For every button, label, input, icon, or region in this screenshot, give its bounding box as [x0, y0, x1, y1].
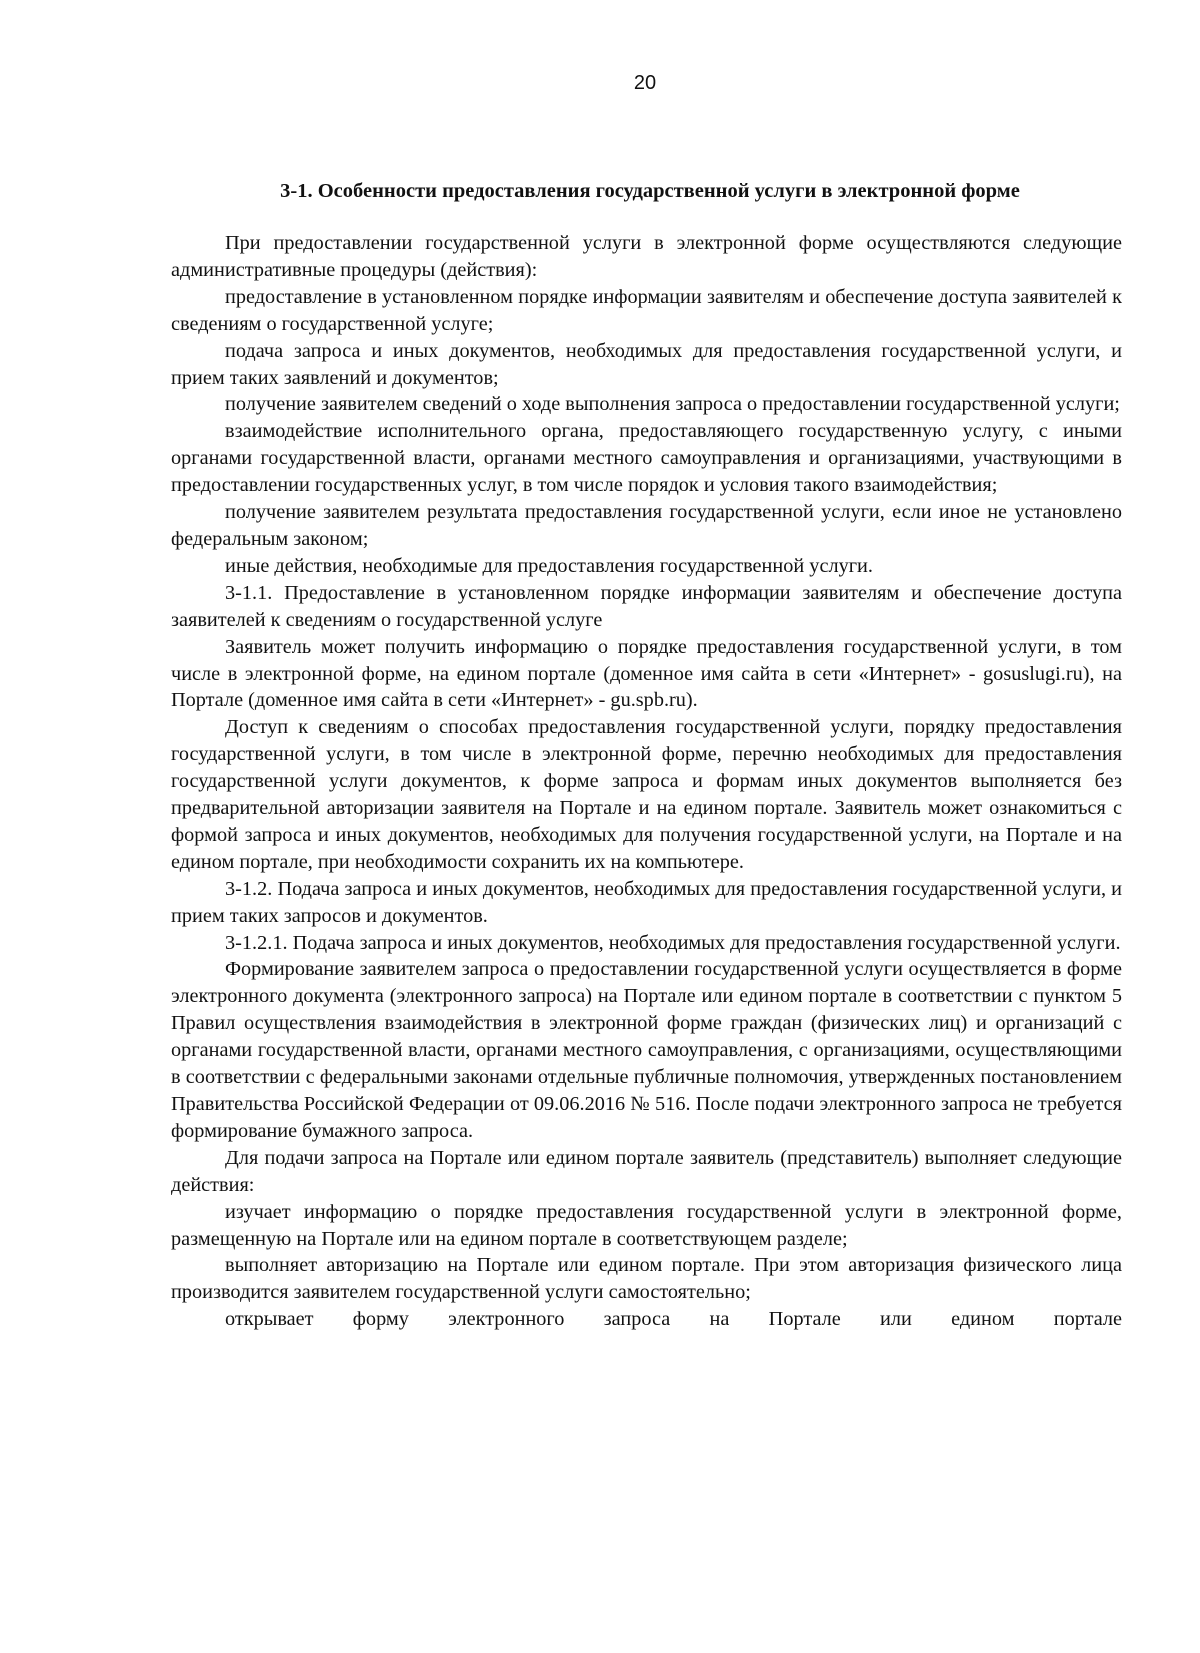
paragraph: 3-1.1. Предоставление в установленном порядке информации заявителям и обеспечение доступа заявителей к сведениям о государственной услуге [171, 581, 1122, 631]
paragraph: получение заявителем результата предоставления государственной услуги, если иное не установлено федеральным законом; [171, 501, 1122, 550]
paragraph: выполняет авторизацию на Портале или едином портале. При этом авторизация физического лица производится заявителем государственной услуги самостоятельно; [171, 1254, 1122, 1304]
paragraph: Для подачи запроса на Портале или едином портале заявитель (представитель) выполняет следующие действия: [171, 1146, 1122, 1196]
paragraph: При предоставлении государственной услуги в электронной форме осуществляются следующие административные процедуры (действия): [171, 232, 1122, 281]
paragraph: 3-1.2. Подача запроса и иных документов, необходимых для предоставления государственной услуги, и прием таких запросов и документов. [171, 877, 1122, 927]
page-number: 20 [633, 72, 657, 94]
paragraph: Формирование заявителем запроса о предоставлении государственной услуги осуществляется в форме электронного документа (электронного запроса) на Портале или едином портале в соответствии с пунктом 5 Правил осуществления взаимодействия в электронной форме граждан (физических лиц) и организаций с органами государственной власти, органами местного самоуправления, с организациями, осуществляющими в соответствии с федеральными законами отдельные публичные полномочия, утвержденных постановлением Правительства Российской Федерации от 09.06.2016 № 516. После подачи электронного запроса не требуется формирование бумажного запроса. [171, 958, 1122, 1142]
paragraph: 3-1.2.1. Подача запроса и иных документов, необходимых для предоставления государственной услуги. [225, 931, 1121, 954]
body-text [171, 230, 1122, 1333]
paragraph: предоставление в установленном порядке информации заявителям и обеспечение доступа заявителей к сведениям о государственной услуге; [171, 285, 1122, 335]
section-heading: 3-1. Особенности предоставления государственной услуги в электронной форме [280, 180, 1020, 202]
paragraph: Доступ к сведениям о способах предоставления государственной услуги, порядку предоставления государственной услуги, в том числе в электронной форме, перечню необходимых для предоставления государственной услуги документов, к форме запроса и формам иных документов выполняется без предварительной авторизации заявителя на Портале и на едином портале. Заявитель может ознакомиться с формой запроса и иных документов, необходимых для получения государственной услуги, на Портале и на едином портале, при необходимости сохранить их на компьютере. [171, 716, 1122, 873]
paragraph: подача запроса и иных документов, необходимых для предоставления государственной услуги, и прием таких заявлений и документов; [171, 339, 1122, 389]
paragraph: взаимодействие исполнительного органа, предоставляющего государственную услугу, с иными органами государственной власти, органами местного самоуправления и организациями, участвующими в предоставлении государственных услуг, в том числе порядок и условия такого взаимодействия; [171, 420, 1122, 497]
paragraph: иные действия, необходимые для предоставления государственной услуги. [225, 554, 873, 577]
paragraph: изучает информацию о порядке предоставления государственной услуги в электронной форме, размещенную на Портале или на едином портале в соответствующем разделе; [171, 1200, 1122, 1250]
paragraph: Заявитель может получить информацию о порядке предоставления государственной услуги, в том числе в электронной форме, на едином портале (доменное имя сайта в сети «Интернет» - gosuslugi.ru), на Портале (доменное имя сайта в сети «Интернет» - gu.spb.ru). [171, 635, 1122, 712]
paragraph: открывает форму электронного запроса на Портале или едином портале [225, 1308, 1122, 1331]
paragraph: получение заявителем сведений о ходе выполнения запроса о предоставлении государственной услуги; [225, 393, 1120, 416]
